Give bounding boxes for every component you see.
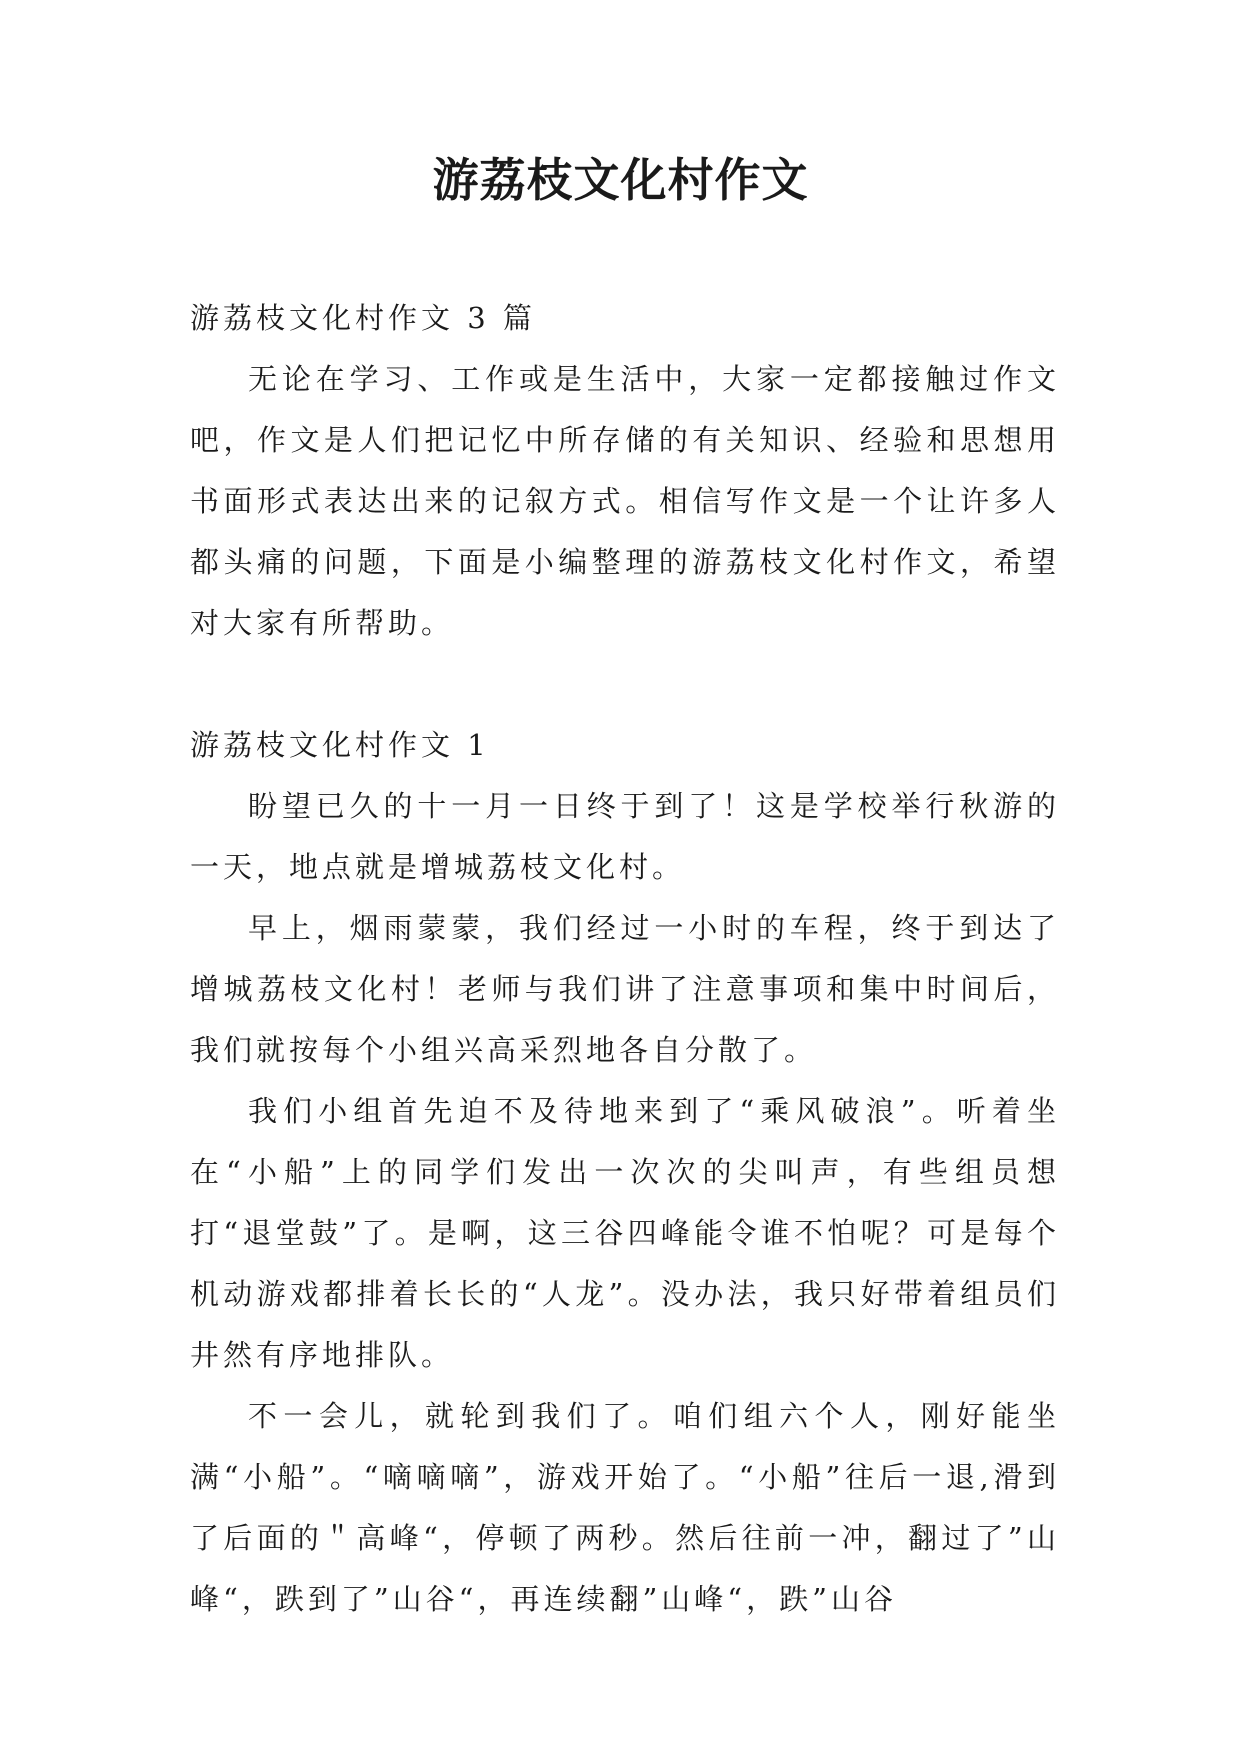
body-paragraph: 早上，烟雨蒙蒙，我们经过一小时的车程，终于到达了增城荔枝文化村！老师与我们讲了注意事项和集中时间后，我们就按每个小组兴高采烈地各自分散了。 bbox=[190, 911, 1060, 1067]
document-title: 游荔枝文化村作文 bbox=[432, 153, 809, 207]
section-heading: 游荔枝文化村作文 1 bbox=[190, 728, 490, 762]
body-paragraph: 我们小组首先迫不及待地来到了“乘风破浪”。听着坐在“小船”上的同学们发出一次次的尖叫声，有些组员想打“退堂鼓”了。是啊，这三谷四峰能令谁不怕呢？可是每个机动游戏都排着长长的“人龙”。没办法，我只好带着组员们井然有序地排队。 bbox=[190, 1094, 1060, 1372]
body-paragraph: 盼望已久的十一月一日终于到了！这是学校举行秋游的一天，地点就是增城荔枝文化村。 bbox=[190, 789, 1060, 884]
intro-paragraph: 无论在学习、工作或是生活中，大家一定都接触过作文吧，作文是人们把记忆中所存储的有关知识、经验和思想用书面形式表达出来的记叙方式。相信写作文是一个让许多人都头痛的问题，下面是小编整理的游荔枝文化村作文，希望对大家有所帮助。 bbox=[190, 362, 1060, 640]
body-paragraph: 不一会儿，就轮到我们了。咱们组六个人，刚好能坐满“小船”。“嘀嘀嘀”，游戏开始了。“小船”往后一退,滑到了后面的＂高峰“，停顿了两秒。然后往前一冲，翻过了”山峰“，跌到了”山谷“，再连续翻”山峰“，跌”山谷 bbox=[190, 1399, 1060, 1616]
document-subtitle: 游荔枝文化村作文 3 篇 bbox=[190, 301, 536, 335]
document-body bbox=[190, 288, 1060, 1630]
section-spacer bbox=[190, 654, 1060, 715]
